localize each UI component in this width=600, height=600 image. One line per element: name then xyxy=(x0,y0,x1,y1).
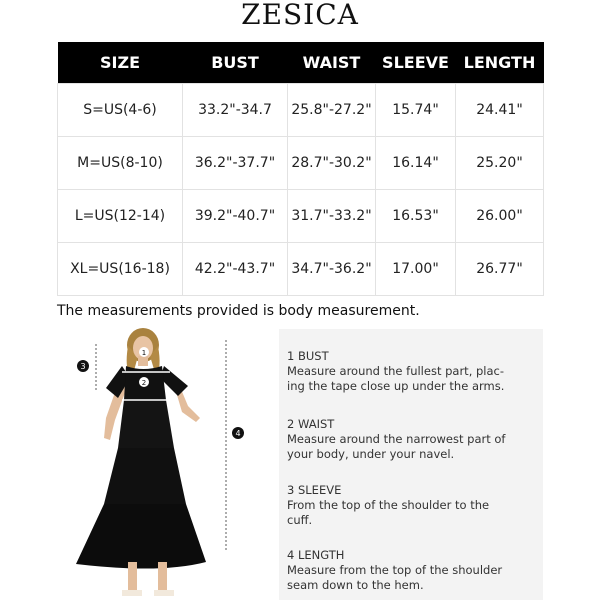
brand-logo: ZESICA xyxy=(241,0,359,31)
header-bust: BUST xyxy=(183,42,288,84)
cell-size: M=US(8-10) xyxy=(58,137,183,190)
cell-length: 26.77" xyxy=(456,243,544,296)
guide-heading: 4 LENGTH xyxy=(287,548,345,562)
guide-text: cuff. xyxy=(287,513,313,527)
guide-text: seam down to the hem. xyxy=(287,578,424,592)
table-row xyxy=(58,84,544,137)
cell-bust: 39.2"-40.7" xyxy=(183,190,288,243)
table-row xyxy=(58,190,544,243)
cell-waist: 28.7"-30.2" xyxy=(288,137,376,190)
guide-text: ing the tape close up under the arms. xyxy=(287,379,505,393)
left-shoe xyxy=(122,590,142,596)
guide-bust xyxy=(287,349,537,394)
right-shoe xyxy=(154,590,174,596)
cell-size: S=US(4-6) xyxy=(58,84,183,137)
guide-heading: 1 BUST xyxy=(287,349,329,363)
header-sleeve: SLEEVE xyxy=(376,42,456,84)
cell-sleeve: 16.53" xyxy=(376,190,456,243)
guide-text: From the top of the shoulder to the xyxy=(287,498,490,512)
cell-sleeve: 15.74" xyxy=(376,84,456,137)
guide-waist xyxy=(287,417,537,462)
guide-text: your body, under your navel. xyxy=(287,447,455,461)
cell-bust: 42.2"-43.7" xyxy=(183,243,288,296)
sleeve-marker-label: 3 xyxy=(80,362,86,371)
guide-text: Measure around the narrowest part of xyxy=(287,432,506,446)
cell-length: 24.41" xyxy=(456,84,544,137)
model-illustration xyxy=(60,326,260,600)
cell-length: 26.00" xyxy=(456,190,544,243)
measurement-note: The measurements provided is body measurement. xyxy=(57,303,420,319)
guide-length xyxy=(287,548,537,593)
cell-length: 25.20" xyxy=(456,137,544,190)
cell-waist: 31.7"-33.2" xyxy=(288,190,376,243)
guide-heading: 2 WAIST xyxy=(287,417,335,431)
table-header-row xyxy=(58,42,544,84)
header-size: SIZE xyxy=(58,42,183,84)
skirt-tier-3 xyxy=(76,504,206,569)
guide-heading: 3 SLEEVE xyxy=(287,483,342,497)
guide-sleeve xyxy=(287,483,537,528)
skirt-tier-2 xyxy=(104,448,186,504)
guide-text: Measure around the fullest part, plac- xyxy=(287,364,505,378)
table-row xyxy=(58,137,544,190)
cell-size: XL=US(16-18) xyxy=(58,243,183,296)
guide-text: Measure from the top of the shoulder xyxy=(287,563,503,577)
length-marker-label: 4 xyxy=(235,429,241,438)
size-chart-table xyxy=(57,42,544,296)
cell-bust: 33.2"-34.7 xyxy=(183,84,288,137)
bust-marker-label: 1 xyxy=(141,349,147,357)
cell-size: L=US(12-14) xyxy=(58,190,183,243)
cell-waist: 34.7"-36.2" xyxy=(288,243,376,296)
skirt-tier-1 xyxy=(118,400,174,448)
table-row xyxy=(58,243,544,296)
cell-sleeve: 16.14" xyxy=(376,137,456,190)
header-length: LENGTH xyxy=(456,42,544,84)
cell-waist: 25.8"-27.2" xyxy=(288,84,376,137)
cell-bust: 36.2"-37.7" xyxy=(183,137,288,190)
waist-marker-label: 2 xyxy=(141,379,147,387)
header-waist: WAIST xyxy=(288,42,376,84)
cell-sleeve: 17.00" xyxy=(376,243,456,296)
